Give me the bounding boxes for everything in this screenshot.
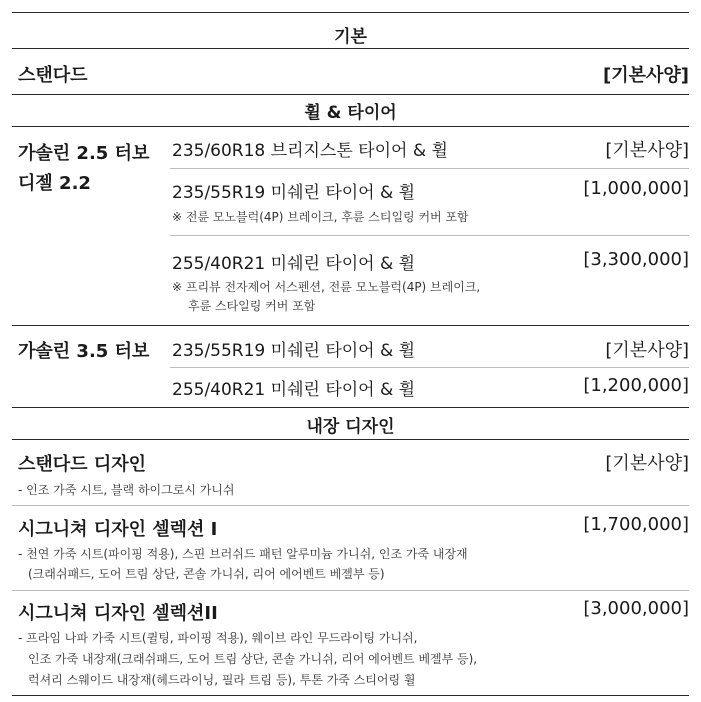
engine-gasoline-25-turbo: 가솔린 2.5 터보 (18, 143, 150, 164)
divider (12, 325, 689, 326)
top-border (12, 12, 689, 13)
interior-option-desc: (크래쉬패드, 도어 트림 상단, 콘솔 가니쉬, 리어 에어벤트 베젤부 등) (28, 567, 385, 581)
bottom-border (12, 695, 689, 696)
wheel-option-name: 235/55R19 미쉐린 타이어 & 휠 (172, 341, 416, 361)
interior-option-price: [3,000,000] (583, 598, 689, 619)
interior-option-name: 시그니쳐 디자인 셀렉션II (18, 603, 218, 624)
divider (170, 235, 689, 236)
wheel-option-price: [기본사양] (605, 140, 689, 161)
divider (12, 590, 689, 591)
engine-diesel-22: 디젤 2.2 (18, 173, 91, 194)
wheel-option-note: ※ 프리뷰 전자제어 서스펜션, 전륜 모노블럭(4P) 브레이크, (172, 280, 481, 294)
divider (170, 367, 689, 368)
divider (12, 94, 689, 95)
wheel-option-name: 235/55R19 미쉐린 타이어 & 휠 (172, 183, 416, 203)
interior-option-desc: - 인조 가죽 시트, 블랙 하이그로시 가니쉬 (18, 483, 235, 497)
interior-option-name: 스탠다드 디자인 (18, 454, 146, 475)
interior-option-price: [1,700,000] (583, 514, 689, 535)
engine-gasoline-35-turbo: 가솔린 3.5 터보 (18, 341, 150, 362)
interior-option-desc: 인조 가죽 내장재(크래쉬패드, 도어 트림 상단, 콘솔 가니쉬, 리어 에어벤트 베젤부 등), (28, 652, 478, 666)
section-basic-title: 기본 (334, 27, 367, 47)
wheel-option-note: ※ 전륜 모노블럭(4P) 브레이크, 후륜 스티일링 커버 포함 (172, 210, 469, 224)
wheel-option-name: 255/40R21 미쉐린 타이어 & 휠 (172, 254, 416, 274)
divider (12, 126, 689, 127)
wheel-option-price: [기본사양] (605, 340, 689, 361)
section-wheels-title: 휠 & 타이어 (304, 103, 397, 123)
section-interior-title: 내장 디자인 (306, 417, 395, 437)
standard-label: 스탠다드 (18, 65, 88, 86)
interior-option-desc: - 프라임 나파 가죽 시트(퀼팅, 파이핑 적용), 웨이브 라인 무드라이팅 가니쉬, (18, 631, 418, 645)
interior-option-desc: 럭셔리 스웨이드 내장재(헤드라이닝, 필라 트림 등), 투톤 가죽 스티어링 휠 (28, 673, 416, 687)
standard-price: [기본사양] (602, 65, 689, 86)
wheel-option-note: 후륜 스타일링 커버 포함 (188, 299, 316, 313)
wheel-option-price: [1,200,000] (583, 375, 689, 396)
interior-option-desc: - 천연 가죽 시트(파이핑 적용), 스핀 브러쉬드 패턴 알루미늄 가니쉬, 인조 가죽 내장재 (18, 547, 468, 561)
divider (170, 168, 689, 169)
divider (12, 407, 689, 408)
wheel-option-name: 235/60R18 브리지스톤 타이어 & 휠 (172, 141, 448, 161)
interior-option-price: [기본사양] (605, 453, 689, 474)
interior-option-name: 시그니쳐 디자인 셀렉션 I (18, 519, 218, 540)
divider (12, 505, 689, 506)
divider (12, 48, 689, 49)
wheel-option-price: [1,000,000] (583, 178, 689, 199)
wheel-option-price: [3,300,000] (583, 249, 689, 270)
wheel-option-name: 255/40R21 미쉐린 타이어 & 휠 (172, 380, 416, 400)
divider (12, 439, 689, 440)
